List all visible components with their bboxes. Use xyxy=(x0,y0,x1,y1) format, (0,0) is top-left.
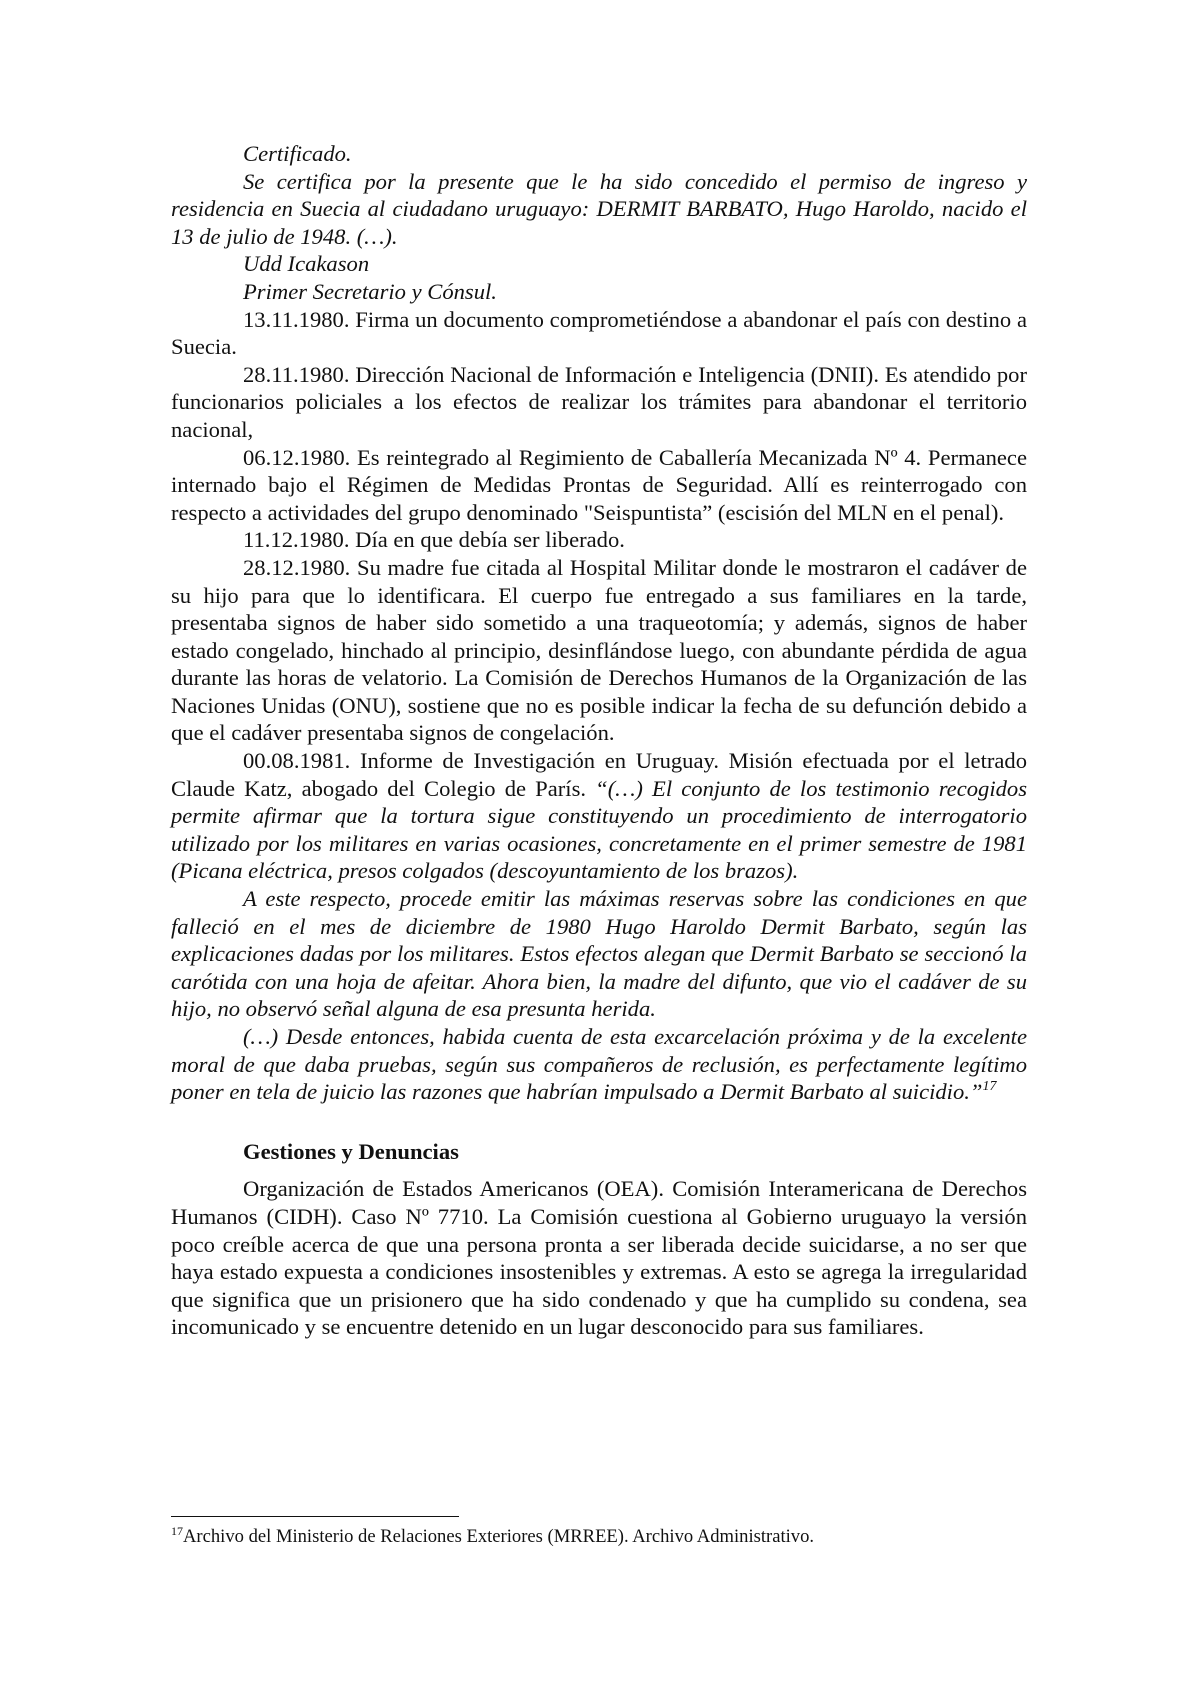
paragraph-1981-08 xyxy=(171,747,1027,885)
footnote xyxy=(171,1526,1027,1548)
quote-conclusion-text: (…) Desde entonces, habida cuenta de esta excarcelación próxima y de la excelente moral de que daba pruebas, según sus compañeros de reclusión, es perfectamente legítimo poner en tela de juicio las razones que habrían impulsado a Dermit Barbato al suicidio.” xyxy=(171,1024,1027,1105)
quote-paragraph-conclusion xyxy=(171,1023,1027,1106)
signatory-name: Udd Icakason xyxy=(243,251,370,277)
footnote-text: Archivo del Ministerio de Relaciones Exteriores (MRREE). Archivo Administrativo. xyxy=(183,1526,815,1547)
paragraph-oea-cidh: Organización de Estados Americanos (OEA). Comisión Interamericana de Derechos Humanos (CIDH). Caso Nº 7710. La Comisión cuestiona al Gobierno uruguayo la versión poco creíble acerca de que una persona pronta a ser liberada decide suicidarse, a no ser que haya estado expuesta a condiciones insostenibles y extremas. A esto se agrega la irregularidad que significa que un prisionero que ha sido condenado y que ha cumplido su condena, sea incomunicado y se encuentre detenido en un lugar desconocido para sus familiares. xyxy=(171,1176,1027,1340)
footnote-reference[interactable]: 17 xyxy=(982,1079,997,1095)
section-heading: Gestiones y Denuncias xyxy=(243,1138,459,1164)
certificate-text: Se certifica por la presente que le ha sido concedido el permiso de ingreso y residencia en Suecia al ciudadano uruguayo: DERMIT BARBATO, Hugo Haroldo, nacido el 13 de julio de 1948. (…). xyxy=(171,168,1027,249)
footnote-number: 17 xyxy=(171,1524,183,1538)
signatory-title: Primer Secretario y Cónsul. xyxy=(243,278,497,304)
paragraph-1980-12-11: 11.12.1980. Día en que debía ser liberado. xyxy=(243,527,625,553)
paragraph-1980-11-28: 28.11.1980. Dirección Nacional de Información e Inteligencia (DNII). Es atendido por funcionarios policiales a los efectos de realizar los trámites para abandonar el territorio nacional, xyxy=(171,361,1027,442)
paragraph-1980-12-06: 06.12.1980. Es reintegrado al Regimiento de Caballería Mecanizada Nº 4. Permanece internado bajo el Régimen de Medidas Prontas de Seguridad. Allí es reinterrogado con respecto a actividades del grupo denominado "Seispuntista” (escisión del MLN en el penal). xyxy=(171,444,1027,525)
paragraph-1980-12-28: 28.12.1980. Su madre fue citada al Hospital Militar donde le mostraron el cadáver de su hijo para que lo identificara. El cuerpo fue entregado a sus familiares en la tarde, presentaba signos de haber sido sometido a una traqueotomía; y además, signos de haber estado congelado, hinchado al principio, desinflándose luego, con abundante pérdida de agua durante las horas de velatorio. La Comisión de Derechos Humanos de la Organización de las Naciones Unidas (ONU), sostiene que no es posible indicar la fecha de su defunción debido a que el cadáver presentaba signos de congelación. xyxy=(171,554,1027,746)
footnote-divider xyxy=(171,1516,459,1517)
report-quote-text: “(…) El conjunto de los testimonio recogidos permite afirmar que la tortura sigue constituyendo un procedimiento de interrogatorio utilizado por los militares en varias ocasiones, concretamente en el primer semestre de 1981 (Picana eléctrica, presos colgados (descoyuntamiento de los brazos). xyxy=(171,775,1027,884)
certificate-title: Certificado. xyxy=(243,141,352,166)
paragraph-1980-11-13: 13.11.1980. Firma un documento comprometiéndose a abandonar el país con destino a Suecia. xyxy=(171,306,1027,360)
quote-paragraph-reservations: A este respecto, procede emitir las máximas reservas sobre las condiciones en que falleció en el mes de diciembre de 1980 Hugo Haroldo Dermit Barbato, según las explicaciones dadas por los militares. Estos efectos alegan que Dermit Barbato se seccionó la carótida con una hoja de afeitar. Ahora bien, la madre del difunto, que vio el cadáver de su hijo, no observó señal alguna de esa presunta herida. xyxy=(171,886,1027,1022)
document-body xyxy=(171,140,1027,1341)
report-intro-text: 00.08.1981. Informe de Investigación en Uruguay. Misión efectuada por el letrado Claude Katz, abogado del Colegio de París. xyxy=(171,748,1027,801)
